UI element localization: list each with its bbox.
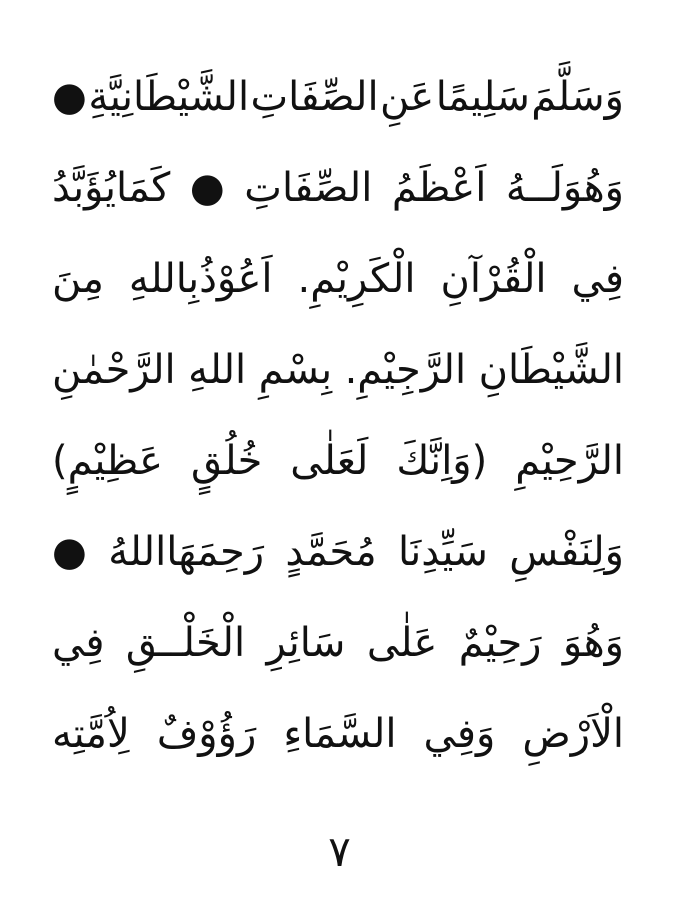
word: مِنَ (52, 256, 104, 302)
word: الْخَلْــقِ (125, 620, 246, 666)
word: خُلُقٍ (191, 438, 263, 484)
word: الشَّيْطَانِيَّةِ (88, 74, 250, 120)
arabic-text-block (52, 52, 624, 780)
word: رَحِيْمٌ (458, 620, 542, 666)
word: بِسْمِ (258, 347, 333, 393)
text-line-8 (52, 689, 624, 780)
bullet-separator: ● (189, 165, 225, 211)
word: (وَاِنَّكَ (396, 438, 488, 484)
word: الرَّجِيْمِ. (344, 347, 467, 393)
word: الرَّحْمٰنِ (52, 347, 176, 393)
text-line-3 (52, 234, 624, 325)
word: مُحَمَّدٍ (285, 529, 377, 575)
text-line-1 (52, 52, 624, 143)
word: فِي (571, 256, 624, 302)
text-line-5 (52, 416, 624, 507)
bullet-separator: ● (52, 74, 87, 120)
word: السَّمَاءِ (283, 711, 397, 757)
text-line-4 (52, 325, 624, 416)
word: رَحِمَهَااللهُ (108, 529, 265, 575)
word: اَعْظَمُ (391, 165, 487, 211)
word: اللهِ (188, 347, 247, 393)
word: سَلِيمًا (435, 74, 530, 120)
text-line-6 (52, 507, 624, 598)
word: لِاُمَّتِه (52, 711, 130, 757)
word: الْقُرْآنِ (440, 256, 547, 302)
word: وَفِي (423, 711, 496, 757)
word: وَسَلَّمَ (531, 74, 624, 120)
page-number: ٧ (328, 827, 351, 876)
word: رَؤُوْفٌ (156, 711, 257, 757)
word: وَلِنَفْسِ (509, 529, 624, 575)
word: الصِّفَاتِ (244, 165, 373, 211)
word: سَيِّدِنَا (397, 529, 488, 575)
word: اَعُوْذُبِاللهِ (128, 256, 273, 302)
word: الْاَرْضِ (522, 711, 624, 757)
word: عَلٰى (366, 620, 438, 666)
word: الرَّحِيْمِ (515, 438, 624, 484)
word: الْكَرِيْمِ. (297, 256, 416, 302)
word: لَعَلٰى (290, 438, 369, 484)
text-line-2 (52, 143, 624, 234)
bullet-separator: ● (52, 529, 87, 575)
word: وَهُوَ (562, 620, 624, 666)
word: سَائِرِ (266, 620, 346, 666)
word: عَنِ (379, 74, 435, 120)
word: الشَّيْطَانِ (478, 347, 624, 393)
word: وَهُوَلَــهُ (505, 165, 624, 211)
text-line-7 (52, 598, 624, 689)
word: كَمَايُؤَبَّدُ (52, 165, 171, 211)
word: الصِّفَاتِ (250, 74, 379, 120)
word: عَظِيْمٍ) (52, 438, 164, 484)
word: فِي (52, 620, 105, 666)
